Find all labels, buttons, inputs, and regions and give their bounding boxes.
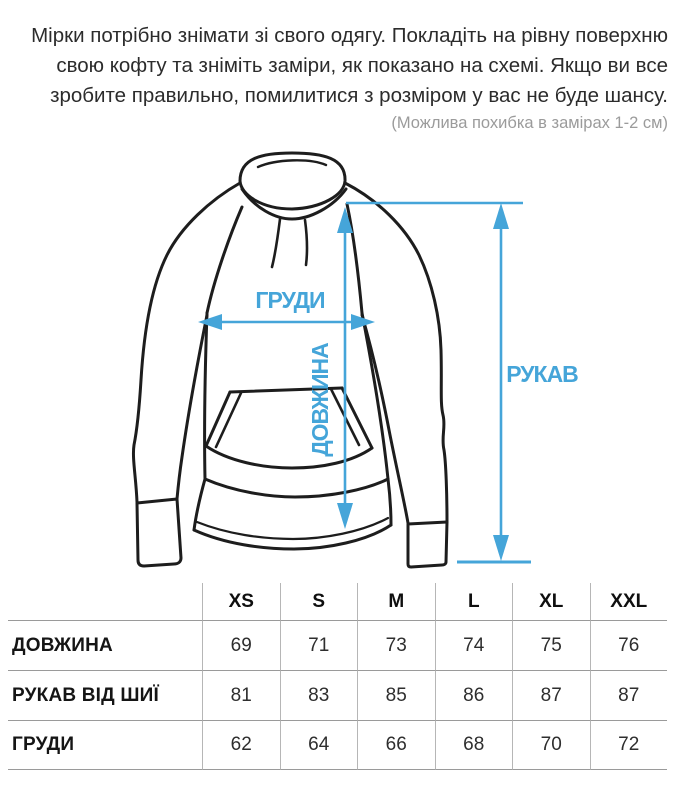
cuff-left <box>137 499 181 566</box>
pocket-side-left <box>206 392 230 446</box>
row-label-chest: ГРУДИ <box>8 720 202 770</box>
body-side-left <box>205 313 207 479</box>
intro-line-3: зробите правильно, помилитися з розміром у вас не буде шансу. <box>50 84 668 107</box>
intro-line-1: Мірки потрібно знімати зі свого одягу. Покладіть на рівну поверхню <box>31 24 668 47</box>
body-side-right <box>362 313 388 479</box>
chest-value-xxl: 72 <box>590 720 668 770</box>
row-label-sleeve: РУКАВ ВІД ШИЇ <box>8 670 202 720</box>
size-column-header-l: L <box>435 583 513 620</box>
length-value-xxl: 76 <box>590 620 668 670</box>
raglan-seam-right <box>347 204 362 313</box>
sleeve-value-xl: 87 <box>512 670 590 720</box>
size-column-header-s: S <box>280 583 358 620</box>
chest-value-xl: 70 <box>512 720 590 770</box>
chest-label: ГРУДИ <box>255 287 325 313</box>
sleeve-value-l: 86 <box>435 670 513 720</box>
sleeve-left-inner <box>177 315 207 499</box>
size-table-corner <box>8 583 202 620</box>
chest-value-m: 66 <box>357 720 435 770</box>
hoodie-outline <box>133 153 447 567</box>
intro-line-2: свою кофту та зніміть заміри, як показано на схемі. Якщо ви все <box>56 54 668 77</box>
size-column-header-m: M <box>357 583 435 620</box>
size-table <box>8 583 667 770</box>
size-column-header-xxl: XXL <box>590 583 668 620</box>
length-value-xs: 69 <box>202 620 280 670</box>
hem-inner-line <box>197 518 388 539</box>
pocket-bottom <box>206 446 372 468</box>
measurement-arrows <box>198 203 578 562</box>
intro-text <box>10 21 668 111</box>
cuff-right <box>408 522 447 567</box>
waistband-seam <box>205 479 388 497</box>
hoodie-measurement-diagram <box>110 145 590 595</box>
chest-value-s: 64 <box>280 720 358 770</box>
hood-fold-line <box>258 160 326 167</box>
pocket-opening-left <box>216 393 241 447</box>
length-label: ДОВЖИНА <box>307 343 333 457</box>
collar <box>242 189 346 219</box>
size-column-header-xs: XS <box>202 583 280 620</box>
chest-value-xs: 62 <box>202 720 280 770</box>
length-value-xl: 75 <box>512 620 590 670</box>
chest-arrow-icon <box>198 314 375 330</box>
size-column-header-xl: XL <box>512 583 590 620</box>
measurement-tolerance-note: (Можлива похибка в замірах 1-2 см) <box>391 114 668 132</box>
raglan-seam-left <box>207 207 242 313</box>
row-label-length: ДОВЖИНА <box>8 620 202 670</box>
length-value-s: 71 <box>280 620 358 670</box>
sleeve-value-xs: 81 <box>202 670 280 720</box>
drawstring-right <box>305 220 307 265</box>
sleeve-label: РУКАВ <box>506 361 578 387</box>
chest-value-l: 68 <box>435 720 513 770</box>
length-value-l: 74 <box>435 620 513 670</box>
drawstring-left <box>272 219 280 267</box>
length-arrow-icon <box>337 207 353 529</box>
sleeve-value-m: 85 <box>357 670 435 720</box>
sleeve-value-s: 83 <box>280 670 358 720</box>
sleeve-value-xxl: 87 <box>590 670 668 720</box>
length-value-m: 73 <box>357 620 435 670</box>
